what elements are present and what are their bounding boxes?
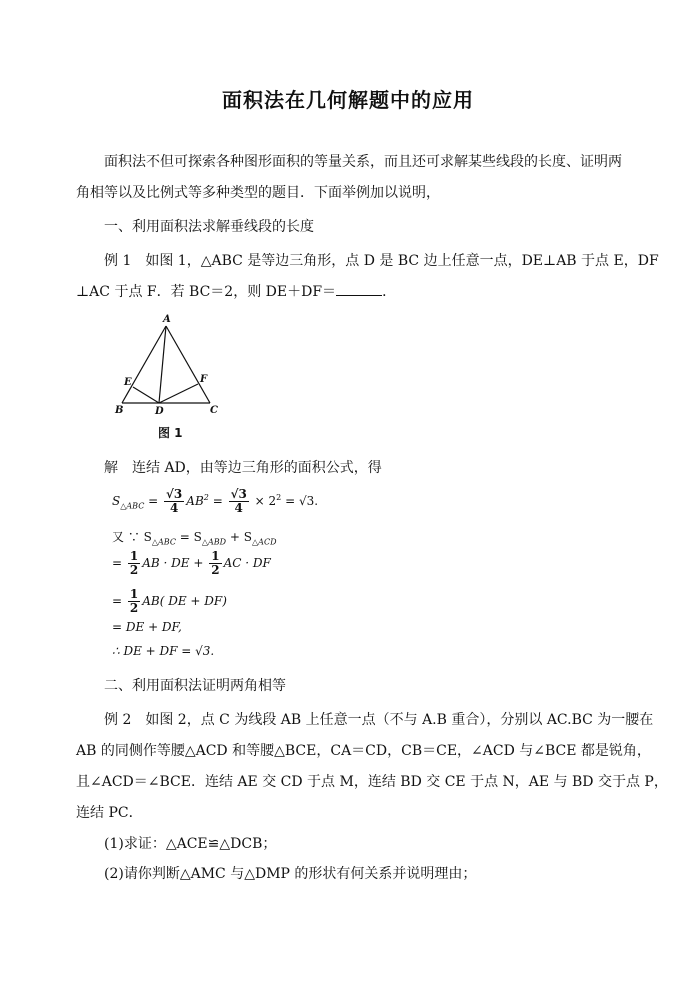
question-2: (2)请你判断△AMC 与△DMP 的形状有何关系并说明理由；: [104, 866, 477, 882]
label-f: F: [200, 374, 208, 385]
math-sup-b: 2: [276, 493, 282, 502]
frac-two-c: 2: [129, 601, 139, 615]
frac-one: 1: [129, 549, 139, 563]
segment-de: [133, 387, 159, 403]
math-eq-2: =: [212, 494, 223, 508]
frac-one-c: 1: [129, 587, 139, 601]
frac-two: 2: [129, 563, 139, 577]
label-b: B: [115, 405, 124, 416]
math-line-3: [112, 550, 271, 577]
example-1-line-2-text: ⊥AC 于点 F．若 BC＝2，则 DE＋DF＝: [76, 284, 337, 300]
question-1: (1)求证：△ACE≌△DCB；: [104, 836, 277, 852]
frac-two-b: 2: [211, 563, 220, 577]
fraction-1-over-2: [128, 550, 140, 577]
label-a: A: [163, 314, 171, 325]
math-sub: △ABC: [120, 501, 145, 511]
example-1-line-1: 例 1 如图 1，△ABC 是等边三角形，点 D 是 BC 边上任意一点，DE⊥AB 于点 E，DF: [104, 253, 659, 269]
math-l2-sub3: △ACD: [252, 537, 277, 547]
segment-ac: [166, 326, 210, 403]
segment-df: [159, 384, 198, 403]
math-sup: 2: [203, 493, 209, 502]
fraction-1-over-2-b: [209, 550, 221, 577]
math-line-1: [112, 488, 318, 515]
fraction-sqrt3-over-4-b: [229, 488, 249, 515]
figure-1-caption: 图 1: [158, 426, 183, 440]
math-line-6: ∴ DE + DF = √3.: [112, 644, 215, 658]
example-2-line-3: 且∠ACD＝∠BCE．连结 AE 交 CD 于点 M，连结 BD 交 CE 于点 N，AE 与 BD 交于点 P，: [76, 774, 668, 790]
math-s: S: [112, 494, 121, 508]
figure-1-triangle: [110, 312, 230, 422]
math-l3-eq: =: [112, 556, 123, 570]
math-l2-mid: = S: [179, 530, 202, 544]
math-line-4: [112, 588, 227, 615]
math-times-2: × 2: [254, 494, 277, 508]
example-2-line-1: 例 2 如图 2，点 C 为线段 AB 上任意一点（不与 A.B 重合），分别以 AC.BC 为一腰在: [104, 712, 654, 728]
math-l3-a: AB · DE +: [142, 556, 204, 570]
solution-intro: 解 连结 AD，由等边三角形的面积公式，得: [104, 460, 382, 476]
page-title: 面积法在几何解题中的应用: [222, 88, 474, 112]
math-line-2: [112, 528, 276, 546]
frac-num-b: √3: [230, 487, 247, 501]
example-2-line-2: AB 的同侧作等腰△ACD 和等腰△BCE，CA＝CD，CB＝CE，∠ACD 与∠BCE 都是锐角，: [76, 743, 651, 759]
label-e: E: [124, 377, 132, 388]
math-l2-sub2: △ABD: [201, 537, 227, 547]
math-l4-a: AB( DE + DF): [142, 594, 227, 608]
fraction-sqrt3-over-4: [164, 488, 184, 515]
intro-paragraph-line-1: 面积法不但可探索各种图形面积的等量关系，而且还可求解某些线段的长度、证明两: [104, 154, 622, 170]
label-d: D: [155, 406, 164, 417]
math-line-5: = DE + DF,: [112, 620, 182, 634]
math-eq: =: [148, 494, 159, 508]
intro-paragraph-line-2: 角相等以及比例式等多种类型的题目．下面举例加以说明，: [76, 185, 440, 201]
frac-one-b: 1: [211, 549, 220, 563]
math-ab: AB: [186, 494, 204, 508]
frac-den: 4: [169, 501, 179, 515]
math-l2-sub1: △ABC: [151, 537, 176, 547]
math-end: = √3.: [285, 494, 319, 508]
frac-den-b: 4: [234, 501, 243, 515]
label-c: C: [210, 405, 218, 416]
answer-blank: [336, 281, 382, 296]
math-l3-b: AC · DF: [223, 556, 271, 570]
segment-ab: [122, 326, 166, 403]
section-heading-2: 二、利用面积法证明两角相等: [104, 678, 286, 694]
frac-num: √3: [166, 487, 183, 501]
math-l2-prefix: 又 ∵ S: [112, 530, 152, 544]
section-heading-1: 一、利用面积法求解垂线段的长度: [104, 219, 314, 235]
example-1-line-2-end: ．: [382, 284, 397, 300]
math-l4-eq: =: [112, 594, 123, 608]
math-l2-plus: + S: [229, 530, 253, 544]
fraction-1-over-2-c: [128, 588, 140, 615]
example-1-line-2: [76, 278, 636, 306]
example-2-line-4: 连结 PC．: [76, 805, 143, 821]
